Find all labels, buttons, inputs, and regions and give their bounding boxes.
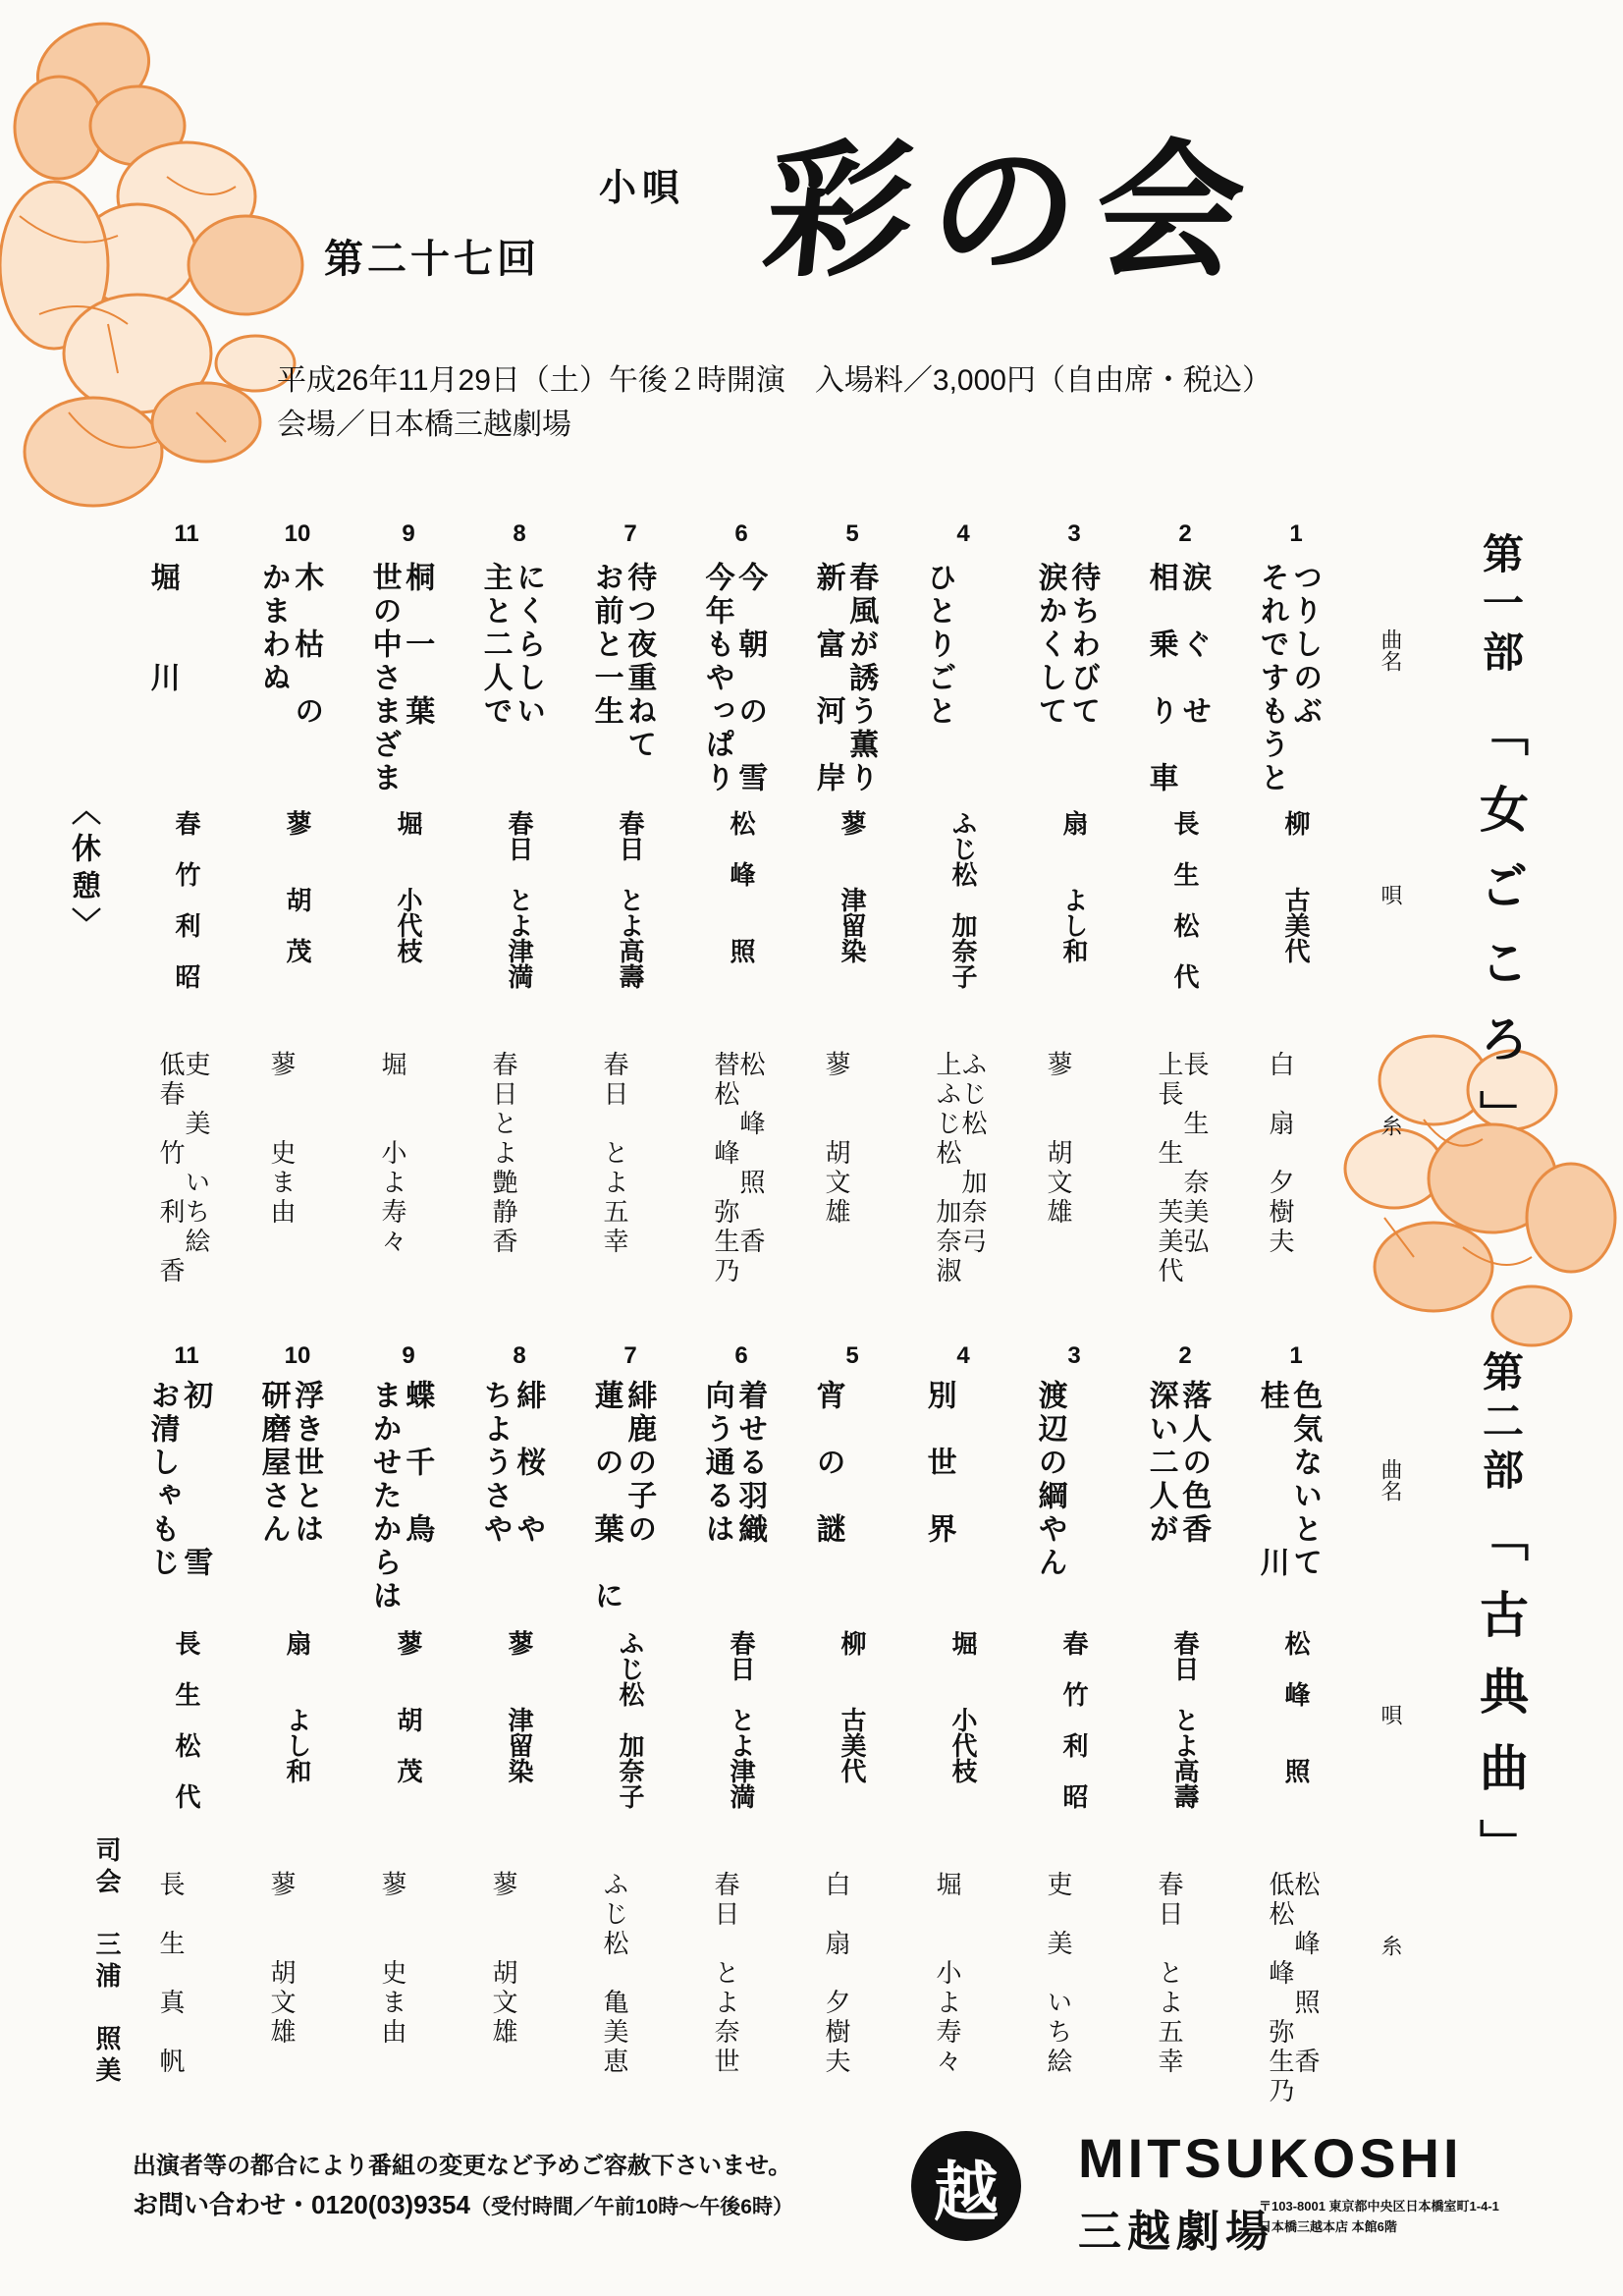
song-title	[1255, 1380, 1321, 1580]
song-title-line: 着せる羽織	[732, 1380, 768, 1547]
song-title	[256, 562, 322, 729]
item-number: 2	[1178, 520, 1192, 547]
item-number: 11	[174, 520, 199, 547]
shamisen-player	[379, 1051, 405, 1257]
song-title-line: 緋 桜 や	[511, 1380, 546, 1547]
shamisen-player-line: 低春 竹 利 香	[155, 1051, 185, 1286]
item-number: 10	[284, 1342, 311, 1369]
part2-col-singer: 唄	[1378, 1704, 1402, 1725]
item-number: 4	[956, 1342, 970, 1369]
shamisen-player	[1156, 1871, 1181, 2077]
song-title	[478, 1380, 544, 1547]
singer-name: 蓼 津留染	[504, 1630, 533, 1783]
singer-name: 扇 よし和	[1058, 810, 1088, 963]
song-title	[1033, 562, 1099, 729]
item-number: 10	[284, 520, 311, 547]
singer-name: 春日 とよ高壽	[615, 810, 644, 989]
singer-name: 春 竹 利 昭	[1058, 1630, 1088, 1809]
part2-title: 「古典曲」	[1472, 1512, 1530, 1895]
shamisen-player-line: 吏 美 いち絵	[1043, 1871, 1072, 2077]
contact-phone: お問い合わせ・0120(03)9354	[133, 2190, 470, 2219]
song-title-line: 渡辺の綱やん	[1032, 1380, 1067, 1580]
shamisen-player-line: 吏 美 いち絵	[181, 1051, 210, 1257]
singer-name: 春日 とよ津満	[504, 810, 533, 989]
pansy-flower-illustration	[1286, 1021, 1623, 1394]
song-title	[1144, 1380, 1210, 1547]
singer-name: 扇 よし和	[282, 1630, 311, 1783]
master-of-ceremonies: 司会 三浦 照美	[91, 1836, 121, 2088]
song-title-line: 春風が誘う薫り	[843, 562, 879, 795]
address-line-1: 〒103-8001 東京都中央区日本橋室町1-4-1	[1259, 2199, 1499, 2214]
shamisen-player	[934, 1051, 985, 1286]
song-title-line: 主と二人で	[477, 562, 513, 729]
song-title-line: 緋鹿の子の	[622, 1380, 657, 1547]
shamisen-player-line: 蓼 胡文雄	[488, 1871, 517, 2048]
shamisen-player-line: 蓼 史ま由	[266, 1051, 296, 1228]
item-number: 5	[845, 1342, 859, 1369]
song-title-line: お清しゃもじ	[144, 1380, 180, 1580]
shamisen-player-line: 春日とよ艶静香	[488, 1051, 517, 1257]
shamisen-player-line: 松 峰 照 香	[1290, 1871, 1320, 2077]
item-number: 9	[402, 1342, 415, 1369]
item-number: 4	[956, 520, 970, 547]
song-title-line: 蝶 千 鳥	[400, 1380, 435, 1547]
shamisen-player	[1156, 1051, 1207, 1286]
song-title-line: それですもうと	[1254, 562, 1289, 795]
item-number: 8	[513, 1342, 526, 1369]
song-title-line: 研磨屋さん	[255, 1380, 291, 1547]
address-line-2: 日本橋三越本店 本館6階	[1259, 2218, 1397, 2234]
shamisen-player-line: 蓼 胡文雄	[266, 1871, 296, 2048]
song-title-line: 浮き世とは	[289, 1380, 324, 1547]
item-number: 3	[1067, 1342, 1081, 1369]
song-title-line: 色気ないとて	[1287, 1380, 1323, 1580]
item-number: 11	[174, 1342, 199, 1369]
shamisen-player-line: 白 扇 夕樹夫	[821, 1871, 850, 2077]
singer-name: 蓼 胡 茂	[393, 1630, 422, 1783]
song-title-line: 向う通るは	[699, 1380, 734, 1547]
song-title-line: にくらしい	[511, 562, 546, 729]
song-title	[700, 1380, 766, 1547]
singer-name: 柳 古美代	[837, 1630, 866, 1783]
part2-col-player: 糸	[1378, 1935, 1402, 1956]
contact-hours: （受付時間／午前10時〜午後6時）	[469, 2196, 793, 2218]
song-title-line: 別 世 界	[921, 1380, 956, 1547]
singer-name: 柳 古美代	[1280, 810, 1310, 963]
genre-label: 小唄	[599, 165, 686, 209]
shamisen-player	[712, 1871, 737, 2077]
song-title-line: ひとりごと	[921, 562, 956, 729]
song-title	[811, 562, 877, 795]
shamisen-player-line: 春日 とよ五幸	[1154, 1871, 1183, 2077]
shamisen-player	[1045, 1871, 1070, 2077]
part1-col-song: 曲名	[1378, 629, 1402, 672]
song-title	[145, 1380, 211, 1580]
shamisen-player-line: 替松 峰 弥生乃	[710, 1051, 739, 1286]
shamisen-player-line: 蓼 胡文雄	[1043, 1051, 1072, 1228]
shamisen-player	[712, 1051, 763, 1286]
song-title-line: 宵 の 謎	[810, 1380, 845, 1547]
singer-name: 松 峰 照	[1280, 1630, 1310, 1783]
song-title	[256, 1380, 322, 1547]
singer-name: ふじ松 加奈子	[615, 1630, 644, 1809]
shamisen-player-line: 白 扇 夕樹夫	[1265, 1051, 1294, 1257]
song-title	[1144, 562, 1210, 795]
song-title-line: 落人の色香	[1176, 1380, 1212, 1547]
shamisen-player-line: 蓼 胡文雄	[821, 1051, 850, 1228]
item-number: 3	[1067, 520, 1081, 547]
singer-name: 春 竹 利 昭	[171, 810, 200, 989]
item-number: 6	[734, 1342, 748, 1369]
venue-line: 会場／日本橋三越劇場	[277, 409, 571, 441]
song-title-line: 待つ夜重ねて	[622, 562, 657, 762]
part2-label: 第二部	[1477, 1350, 1525, 1498]
item-number: 8	[513, 520, 526, 547]
part1-label: 第一部	[1477, 532, 1525, 680]
shamisen-player	[1267, 1051, 1292, 1257]
song-title	[367, 1380, 433, 1613]
item-number: 1	[1289, 520, 1303, 547]
shamisen-player-line: 長 生 真 帆	[155, 1871, 185, 2077]
singer-name: 堀 小代枝	[947, 1630, 977, 1783]
song-title	[589, 562, 655, 762]
song-title-line: かまわぬ	[255, 562, 291, 695]
song-title-line: 待ちわびて	[1065, 562, 1101, 729]
part2-col-song: 曲名	[1378, 1458, 1402, 1502]
song-title-line: 桂 川	[1254, 1380, 1289, 1580]
shamisen-player	[934, 1871, 959, 2077]
song-title-line: 世の中さまざま	[366, 562, 402, 795]
song-title-line: 涙かくして	[1032, 562, 1067, 729]
song-title	[589, 1380, 655, 1613]
singer-name: 春日 とよ津満	[726, 1630, 755, 1809]
shamisen-player	[823, 1871, 848, 2077]
song-title-line: お前と一生	[588, 562, 623, 729]
item-number: 5	[845, 520, 859, 547]
performance-count: 第二十七回	[324, 236, 540, 282]
singer-name: ふじ松 加奈子	[947, 810, 977, 989]
shamisen-player-line: 春日 とよ奈世	[710, 1871, 739, 2077]
shamisen-player	[268, 1871, 294, 2048]
shamisen-player-line: ふじ松 加奈弓	[957, 1051, 987, 1257]
song-title	[700, 562, 766, 795]
shamisen-player-line: 堀 小よ寿々	[932, 1871, 961, 2077]
song-title	[1255, 562, 1321, 795]
shamisen-player	[1267, 1871, 1318, 2106]
song-title	[367, 562, 433, 795]
song-title	[811, 1380, 844, 1547]
part1-col-singer: 唄	[1378, 884, 1402, 905]
shamisen-player-line: 春日 とよ五幸	[599, 1051, 628, 1257]
shamisen-player	[379, 1871, 405, 2048]
song-title-line: 相 乗 り 車	[1143, 562, 1178, 795]
date-and-fee: 平成26年11月29日（土）午後２時開演 入場料／3,000円（自由席・税込）	[277, 364, 1271, 397]
venue-name: 三越劇場	[1078, 2207, 1274, 2257]
item-number: 1	[1289, 1342, 1303, 1369]
singer-name: 松 峰 照	[726, 810, 755, 963]
event-title: 彩の会	[756, 125, 1271, 298]
song-title-line: 今 朝 の 雪	[732, 562, 768, 795]
shamisen-player-line: 上ふじ松 加奈淑	[932, 1051, 961, 1286]
song-title	[478, 562, 544, 729]
song-title-line: 木 枯 の	[289, 562, 324, 729]
shamisen-player	[490, 1871, 515, 2048]
shamisen-player	[268, 1051, 294, 1228]
shamisen-player	[157, 1051, 208, 1286]
item-number: 7	[623, 1342, 637, 1369]
shamisen-player	[490, 1051, 515, 1257]
singer-name: 蓼 津留染	[837, 810, 866, 963]
shamisen-player-line: 低松 峰 弥生乃	[1265, 1871, 1294, 2106]
song-title	[145, 562, 179, 695]
shamisen-player	[157, 1871, 183, 2077]
singer-name: 長 生 松 代	[1169, 810, 1199, 989]
song-title-line: 新 富 河 岸	[810, 562, 845, 795]
song-title-line: 深い二人が	[1143, 1380, 1178, 1547]
shamisen-player	[601, 1871, 626, 2077]
song-title-line: まかせたからは	[366, 1380, 402, 1613]
item-number: 2	[1178, 1342, 1192, 1369]
venue-address	[1259, 2197, 1499, 2238]
song-title-line: 桐 一 葉	[400, 562, 435, 729]
shamisen-player-line: 上長 生 芙美代	[1154, 1051, 1183, 1286]
item-number: 9	[402, 520, 415, 547]
part1-title: 「女ごころ」	[1472, 707, 1530, 1167]
singer-name: 蓼 胡 茂	[282, 810, 311, 963]
shamisen-player	[1045, 1051, 1070, 1228]
song-title	[922, 1380, 955, 1547]
shamisen-player	[601, 1051, 626, 1257]
singer-name: 堀 小代枝	[393, 810, 422, 963]
singer-name: 春日 とよ高壽	[1169, 1630, 1199, 1809]
song-title-line: つりしのぶ	[1287, 562, 1323, 729]
change-notice: 出演者等の都合により番組の変更など予めご容赦下さいませ。	[133, 2153, 792, 2179]
item-number: 7	[623, 520, 637, 547]
song-title-line: 堀 川	[144, 562, 180, 695]
song-title	[922, 562, 955, 729]
item-number: 6	[734, 520, 748, 547]
singer-name: 長 生 松 代	[171, 1630, 200, 1809]
brand-name: MITSUKOSHI	[1078, 2127, 1463, 2189]
song-title-line: 今年もやっぱり	[699, 562, 734, 795]
song-title-line: ちようさや	[477, 1380, 513, 1547]
shamisen-player-line: ふじ松 亀美恵	[599, 1871, 628, 2077]
song-title-line: 初 雪	[178, 1380, 213, 1580]
shamisen-player-line: 堀 小よ寿々	[377, 1051, 406, 1257]
song-title-line: 蓮 の 葉 に	[588, 1380, 623, 1613]
shamisen-player	[823, 1051, 848, 1228]
shamisen-player-line: 蓼 史ま由	[377, 1871, 406, 2048]
contact-line	[133, 2185, 793, 2221]
song-title-line: 涙 ぐ せ	[1176, 562, 1212, 729]
part1-col-player: 糸	[1378, 1115, 1402, 1136]
shamisen-player-line: 長 生 奈美弘	[1179, 1051, 1209, 1257]
song-title	[1033, 1380, 1066, 1580]
mitsukoshi-logo: 越	[911, 2131, 1021, 2241]
intermission-label: 〈休憩〉	[66, 795, 100, 945]
shamisen-player-line: 松 峰 照 香	[735, 1051, 765, 1257]
